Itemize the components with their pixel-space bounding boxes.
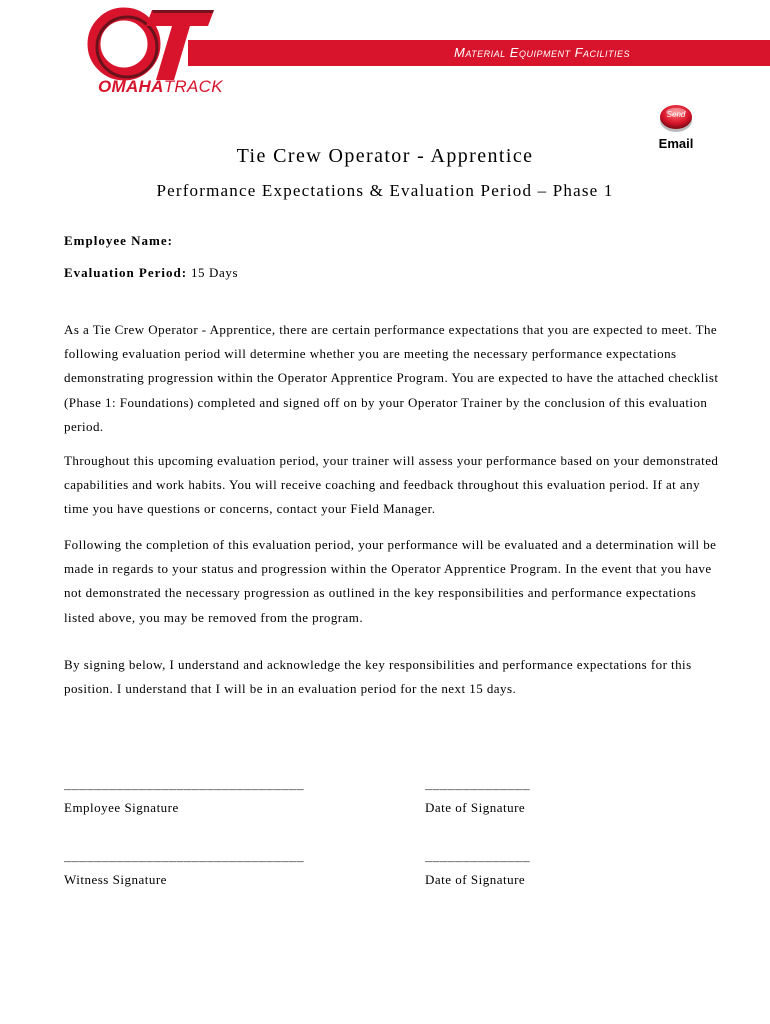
paragraph-evaluation: Throughout this upcoming evaluation period, your trainer will assess your performance based on your demonstrated capabilities and work habits. You will receive coaching and feedback throughout this evaluation period. If at any time you have questions or concerns, contact your Field Manager. (64, 453, 719, 517)
paragraph-expectations: As a Tie Crew Operator - Apprentice, there are certain performance expectations that you are expected to meet. The following evaluation period will determine whether you are meeting the necessary performance expectations demonstrating progression within the Operator Apprentice Program. You are expected to have the attached checklist (Phase 1: Foundations) completed and signed off on by your Operator Trainer by the conclusion of this evaluation period. (64, 322, 719, 434)
send-button-label: Send (666, 110, 686, 119)
paragraph-determination: Following the completion of this evaluation period, your performance will be evaluated and a determination will be made in regards to your status and progression within the Operator Apprentice Program. In the event that you have not demonstrated the necessary progression as outlined in the key responsibilities and performance expectations listed above, you may be removed from the program. (64, 537, 717, 625)
email-button-label[interactable]: Email (658, 136, 694, 151)
document-subtitle: Performance Expectations & Evaluation Period – Phase 1 (156, 181, 614, 200)
employee-date-label: Date of Signature (425, 800, 526, 815)
brand-name-part2: TRACK (163, 77, 223, 96)
company-tagline: Material Equipment Facilities (454, 45, 631, 60)
employee-name-label: Employee Name: (64, 233, 173, 248)
paragraph-acknowledgement: By signing below, I understand and acknowledge the key responsibilities and performance expectations for this position. I understand that I will be in an evaluation period for the next 15 days. (64, 657, 692, 697)
evaluation-period-value: 15 Days (190, 265, 239, 280)
brand-name-part1: OMAHA (98, 77, 164, 96)
witness-date-label: Date of Signature (425, 872, 526, 887)
employee-signature-line[interactable]: ________________________________ (64, 779, 305, 793)
witness-signature-label: Witness Signature (64, 872, 167, 887)
evaluation-period-field (64, 265, 238, 281)
email-send-button[interactable] (658, 102, 694, 134)
evaluation-period-label: Evaluation Period: (64, 265, 188, 280)
document-title: Tie Crew Operator - Apprentice (236, 145, 534, 167)
employee-name-field (64, 233, 173, 249)
company-brand-name (98, 77, 223, 97)
employee-date-line[interactable]: ______________ (425, 779, 531, 793)
employee-signature-label: Employee Signature (64, 800, 179, 815)
omaha-track-logo-icon (86, 6, 216, 82)
witness-signature-line[interactable]: ________________________________ (64, 851, 305, 865)
witness-date-line[interactable]: ______________ (425, 851, 531, 865)
